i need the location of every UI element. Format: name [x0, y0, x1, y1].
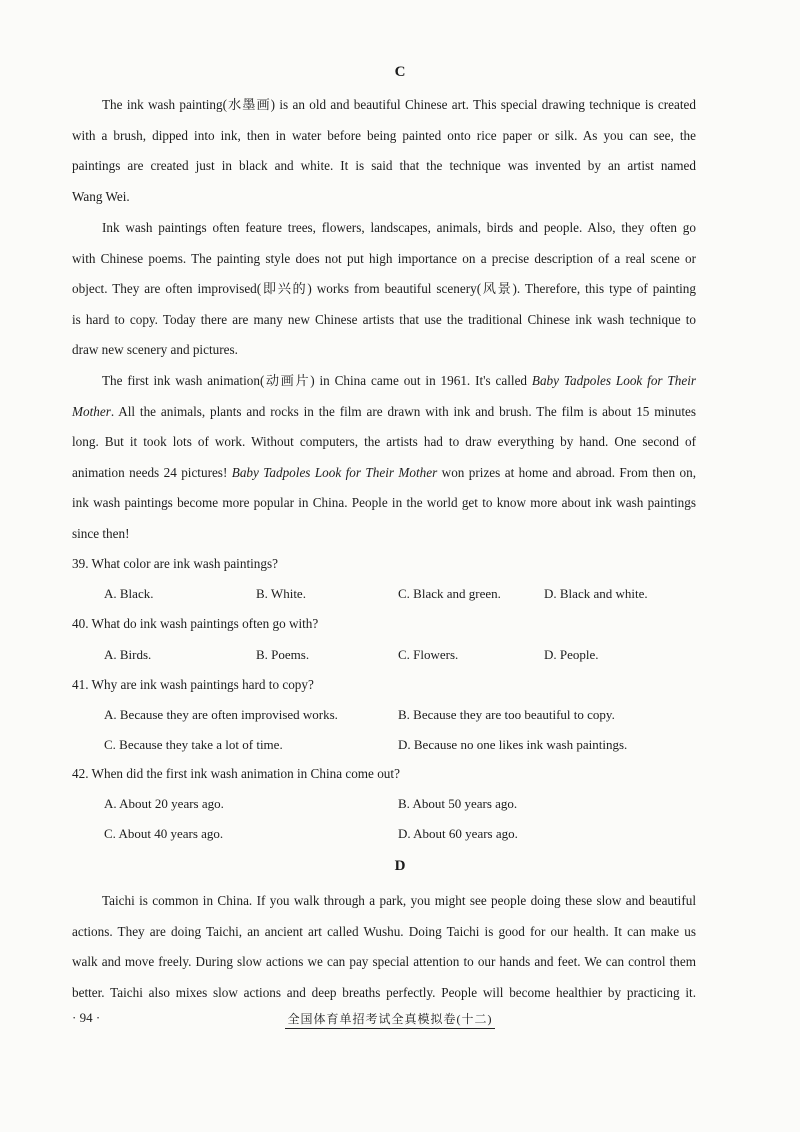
text-line: paintings are created just in black and white. It is said that the technique was invented by an artist named: [72, 158, 696, 174]
question-40-option-a: A. Birds.: [104, 647, 152, 662]
question-41-option-c: C. Because they take a lot of time.: [104, 737, 283, 752]
text-span: animation needs 24 pictures!: [72, 464, 232, 480]
film-title: Mother: [72, 403, 111, 419]
text-line: [72, 458, 696, 489]
question-42-option-a: A. About 20 years ago.: [104, 796, 224, 811]
text-line: object. They are often improvised(即兴的) works from beautiful scenery(风景). Therefore, this type of painting: [72, 281, 696, 297]
text-line: walk and move freely. During slow actions we can pay special attention to our hands and feet. We can control them: [72, 954, 696, 970]
section-c-paragraph-3: [72, 366, 696, 550]
page-number: · 94 ·: [72, 1010, 101, 1025]
section-d-paragraph-1: [72, 886, 696, 1008]
text-line: The ink wash painting(水墨画) is an old and beautiful Chinese art. This special drawing technique is created: [102, 97, 696, 112]
question-40-option-c: C. Flowers.: [398, 647, 459, 662]
text-line: better. Taichi also mixes slow actions and deep breaths perfectly. People will become healthier by practicing it.: [72, 984, 696, 1000]
footer-title: 全国体育单招考试全真模拟卷(十二): [285, 1010, 495, 1029]
section-c-paragraph-2: [72, 213, 696, 366]
text-line: Wang Wei.: [72, 188, 130, 204]
section-c-heading: C: [394, 64, 406, 80]
text-line: with Chinese poems. The painting style does not put high importance on a precise description of a real scene or: [72, 250, 696, 266]
question-39-option-a: A. Black.: [104, 586, 154, 601]
film-title: Baby Tadpoles Look for Their: [531, 373, 696, 388]
question-41-stem: 41. Why are ink wash paintings hard to copy?: [72, 677, 314, 692]
question-42-option-c: C. About 40 years ago.: [104, 826, 224, 841]
section-c-paragraph-1: [72, 90, 696, 212]
question-41-option-d: D. Because no one likes ink wash paintings.: [398, 737, 628, 752]
text-span: won prizes at home and abroad. From then on,: [437, 464, 697, 480]
text-line: is hard to copy. Today there are many new Chinese artists that use the traditional Chinese ink wash technique to: [72, 311, 696, 327]
text-line: ink wash paintings become more popular in China. People in the world get to know more about ink wash paintings: [72, 495, 696, 511]
question-40-option-b: B. Poems.: [256, 647, 310, 662]
question-41-option-a: A. Because they are often improvised works.: [104, 707, 338, 722]
text-line: [72, 397, 696, 428]
question-41-option-b: B. Because they are too beautiful to copy.: [398, 707, 615, 722]
text-line: draw new scenery and pictures.: [72, 342, 238, 358]
question-39-option-c: C. Black and green.: [398, 586, 501, 601]
text-line: Taichi is common in China. If you walk through a park, you might see people doing these slow and beautiful: [102, 893, 696, 908]
question-42-stem: 42. When did the first ink wash animation in China come out?: [72, 766, 400, 781]
section-d-heading: D: [394, 858, 406, 874]
text-span: . All the animals, plants and rocks in the film are drawn with ink and brush. The film is about 15 minutes: [110, 403, 696, 419]
question-39-stem: 39. What color are ink wash paintings?: [72, 556, 278, 571]
question-42-option-d: D. About 60 years ago.: [398, 826, 518, 841]
text-line: with a brush, dipped into ink, then in water before being painted onto rice paper or silk. As you can see, the: [72, 127, 696, 143]
film-title: Baby Tadpoles Look for Their Mother: [231, 464, 438, 480]
text-line: Ink wash paintings often feature trees, flowers, landscapes, animals, birds and people. Also, they often go: [102, 220, 696, 235]
text-span: The first ink wash animation(动画片) in China came out in 1961. It's called: [102, 373, 532, 388]
question-42-option-b: B. About 50 years ago.: [398, 796, 518, 811]
question-39-option-b: B. White.: [256, 586, 306, 601]
text-line: since then!: [72, 525, 130, 541]
text-line: [72, 366, 696, 397]
question-40-option-d: D. People.: [544, 647, 599, 662]
text-line: long. But it took lots of work. Without computers, the artists had to draw everything by hand. One second of: [72, 434, 696, 450]
question-40-stem: 40. What do ink wash paintings often go with?: [72, 616, 319, 631]
text-line: actions. They are doing Taichi, an ancient art called Wushu. Doing Taichi is good for our health. It can make us: [72, 923, 696, 939]
question-39-option-d: D. Black and white.: [544, 586, 648, 601]
